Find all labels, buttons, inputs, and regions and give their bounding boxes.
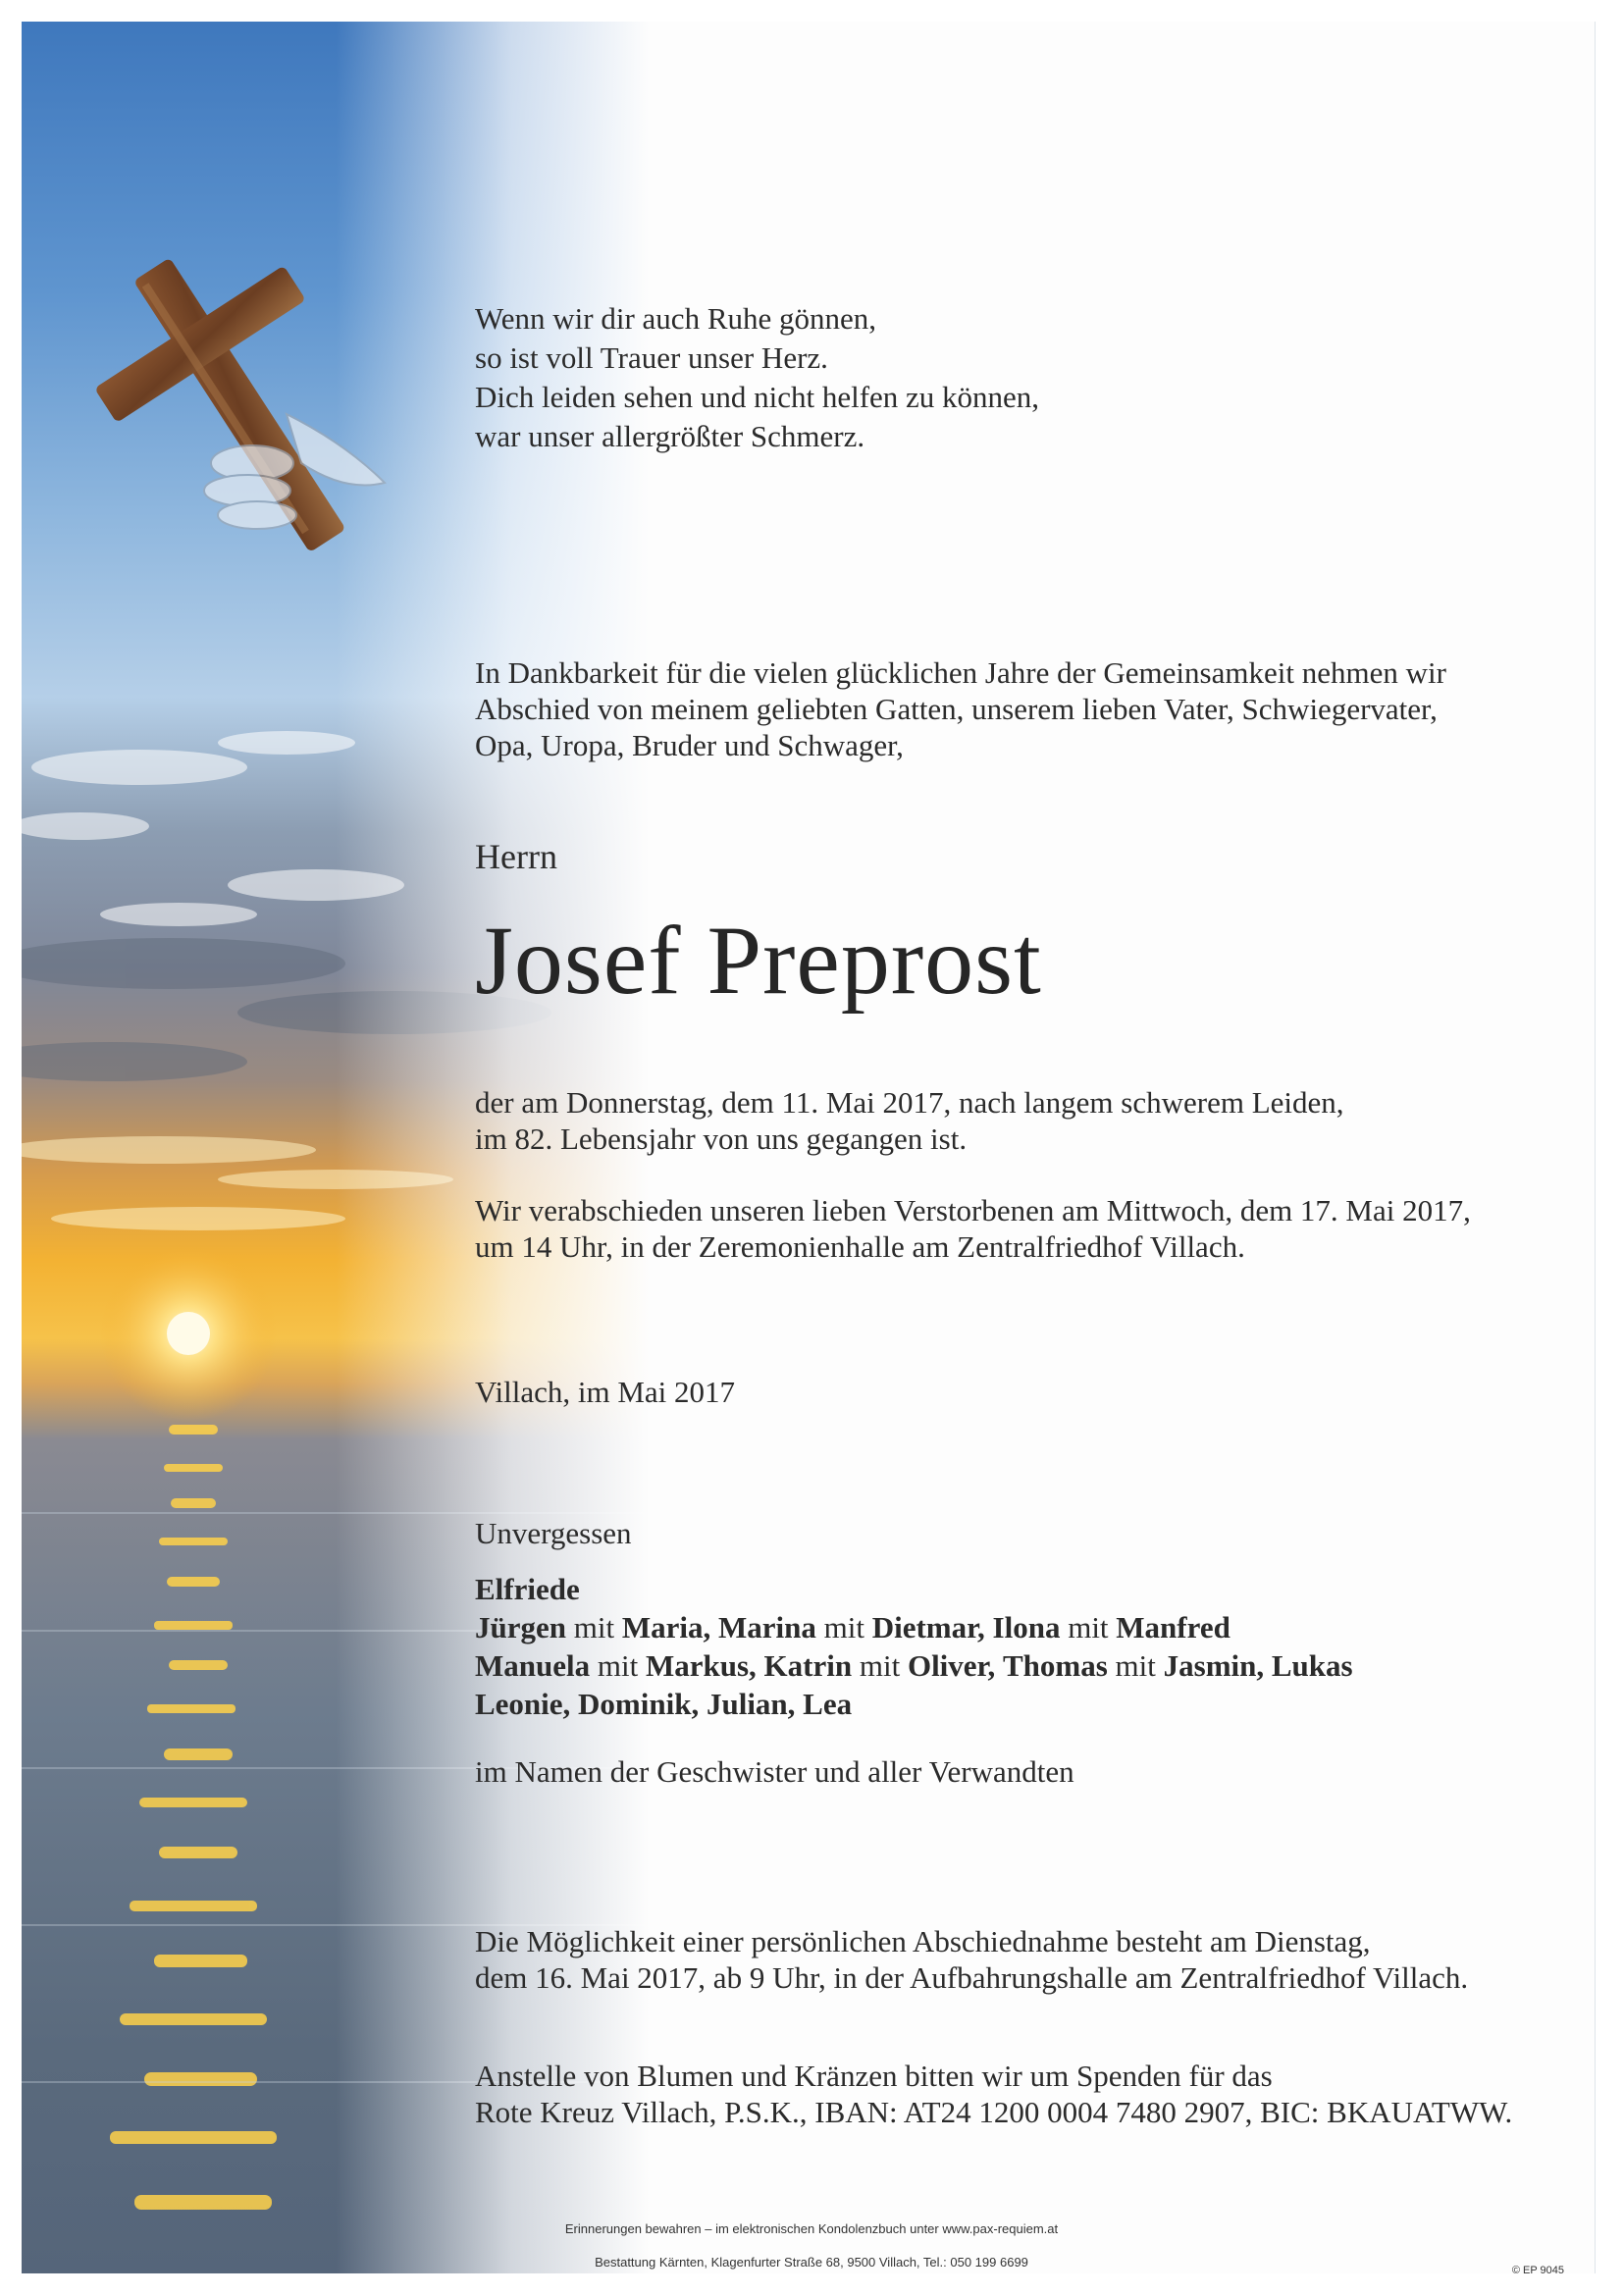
poem — [475, 299, 1039, 456]
relatives-note: im Namen der Geschwister und aller Verwandten — [475, 1754, 1074, 1789]
obituary-card — [22, 22, 1596, 2273]
family-member: Katrin — [763, 1648, 853, 1683]
family-member: Jasmin, Lukas — [1163, 1648, 1353, 1683]
donation-line: Rote Kreuz Villach, P.S.K., IBAN: AT24 1200 0004 7480 2907, BIC: BKAUATWW. — [475, 2095, 1513, 2129]
family-joiner: mit — [859, 1648, 901, 1683]
family-member: Manfred — [1116, 1610, 1230, 1644]
family-line — [475, 1646, 1353, 1685]
family-joiner: mit — [1115, 1648, 1156, 1683]
family-line — [475, 1608, 1353, 1646]
funeral-line: Wir verabschieden unseren lieben Verstorbenen am Mittwoch, dem 17. Mai 2017, — [475, 1193, 1471, 1227]
funeral-paragraph — [475, 1192, 1471, 1265]
family-member: Markus, — [645, 1648, 757, 1683]
family-member: Elfriede — [475, 1572, 580, 1606]
donation-paragraph — [475, 2058, 1512, 2130]
poem-line: war unser allergrößter Schmerz. — [475, 419, 865, 453]
poem-line: so ist voll Trauer unser Herz. — [475, 340, 828, 375]
viewing-paragraph — [475, 1923, 1468, 1996]
family-member: Manuela — [475, 1648, 591, 1683]
poem-line: Dich leiden sehen und nicht helfen zu können, — [475, 380, 1040, 414]
family-line — [475, 1685, 1353, 1723]
deceased-name: Josef Preprost — [475, 906, 1042, 1015]
viewing-line: Die Möglichkeit einer persönlichen Abschiednahme besteht am Dienstag, — [475, 1924, 1371, 1958]
footer-address: Bestattung Kärnten, Klagenfurter Straße 68, 9500 Villach, Tel.: 050 199 6699 — [595, 2255, 1028, 2270]
family-member: Leonie, Dominik, Julian, Lea — [475, 1687, 853, 1721]
family-member: Dietmar, — [871, 1610, 985, 1644]
family-joiner: mit — [1068, 1610, 1109, 1644]
document-code: © EP 9045 — [1511, 2265, 1564, 2276]
family-member: Maria, — [621, 1610, 711, 1644]
death-paragraph — [475, 1084, 1344, 1157]
family-member: Jürgen — [475, 1610, 566, 1644]
viewing-line: dem 16. Mai 2017, ab 9 Uhr, in der Aufbahrungshalle am Zentralfriedhof Villach. — [475, 1960, 1469, 1995]
salutation: Herrn — [475, 837, 557, 876]
family-joiner: mit — [823, 1610, 864, 1644]
intro-line: In Dankbarkeit für die vielen glücklichen Jahre der Gemeinsamkeit nehmen wir — [475, 655, 1446, 690]
family-line — [475, 1570, 1353, 1608]
intro-line: Abschied von meinem geliebten Gatten, unserem lieben Vater, Schwiegervater, — [475, 692, 1438, 726]
family-member: Marina — [717, 1610, 816, 1644]
intro-paragraph — [475, 654, 1446, 763]
donation-line: Anstelle von Blumen und Kränzen bitten wir um Spenden für das — [475, 2059, 1273, 2093]
death-line: im 82. Lebensjahr von uns gegangen ist. — [475, 1122, 968, 1156]
family-joiner: mit — [573, 1610, 615, 1644]
place-date: Villach, im Mai 2017 — [475, 1375, 736, 1409]
death-line: der am Donnerstag, dem 11. Mai 2017, nach langem schwerem Leiden, — [475, 1085, 1344, 1120]
family-member: Oliver, — [907, 1648, 996, 1683]
poem-line: Wenn wir dir auch Ruhe gönnen, — [475, 301, 877, 336]
funeral-line: um 14 Uhr, in der Zeremonienhalle am Zentralfriedhof Villach. — [475, 1229, 1245, 1264]
intro-line: Opa, Uropa, Bruder und Schwager, — [475, 728, 904, 762]
family-list — [475, 1570, 1353, 1723]
footer-condolence: Erinnerungen bewahren – im elektronischen Kondolenzbuch unter www.pax-requiem.at — [564, 2221, 1059, 2236]
unvergessen-label: Unvergessen — [475, 1516, 632, 1550]
family-member: Thomas — [1002, 1648, 1108, 1683]
family-joiner: mit — [597, 1648, 639, 1683]
family-member: Ilona — [992, 1610, 1061, 1644]
